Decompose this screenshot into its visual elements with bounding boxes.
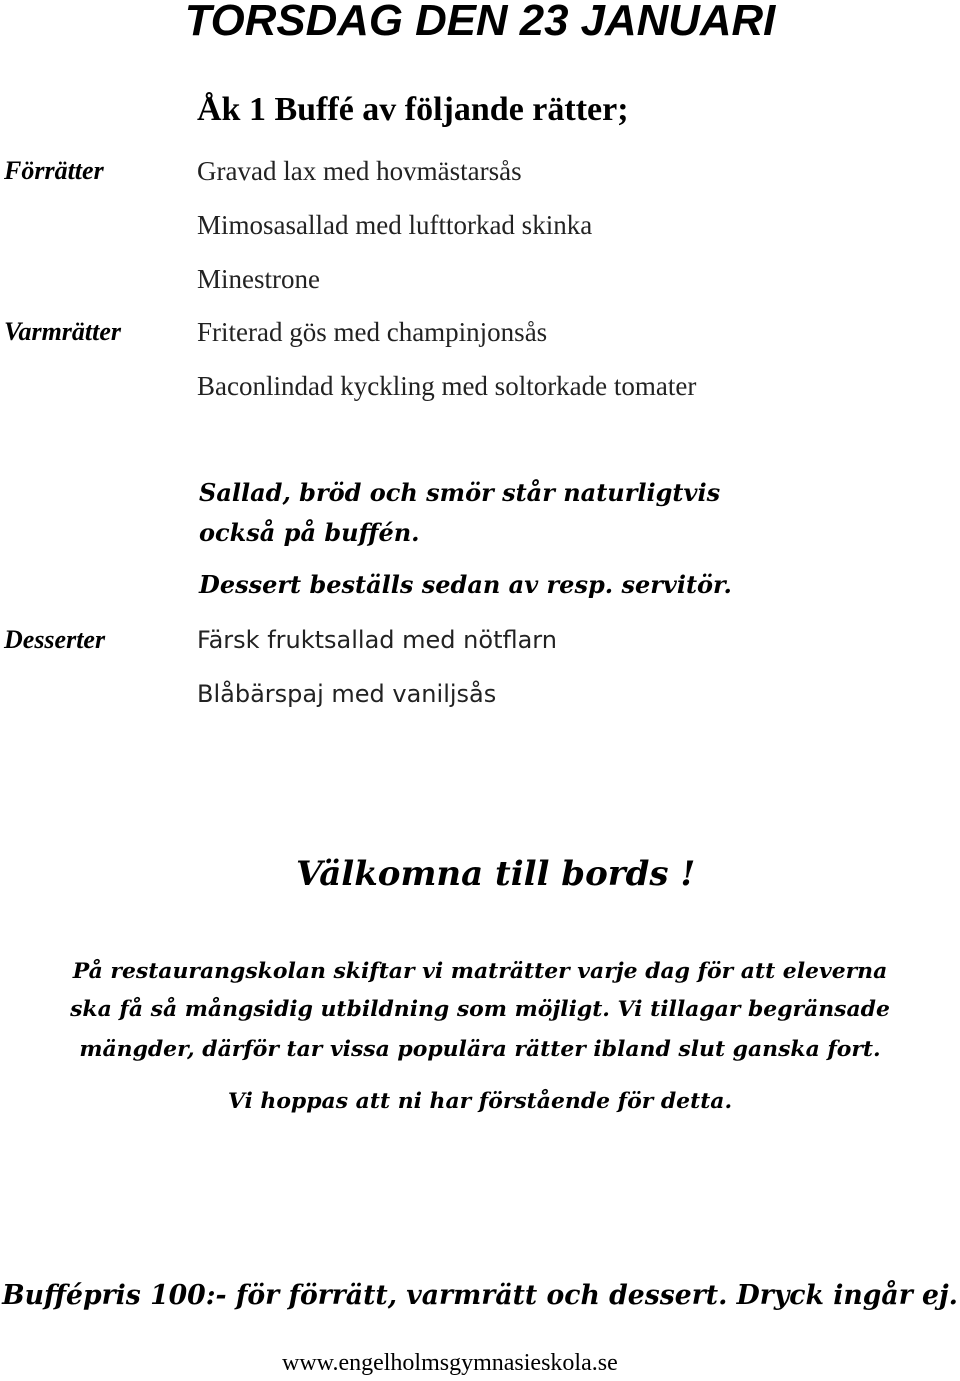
note-line-2: också på buffén. <box>199 518 420 547</box>
note-line-1: Sallad, bröd och smör står naturligtvis <box>199 478 721 507</box>
info-line-2: ska få så mångsidig utbildning som möjligt. Vi tillagar begränsade <box>70 996 890 1022</box>
info-line-1: På restaurangskolan skiftar vi maträtter varje dag för att eleverna <box>72 958 888 984</box>
note-line-3: Dessert beställs sedan av resp. servitör. <box>199 570 732 599</box>
menu-subtitle: Åk 1 Buffé av följande rätter; <box>197 91 629 128</box>
dish-starter-3: Minestrone <box>197 264 320 294</box>
dish-dessert-1: Färsk fruktsallad med nötflarn <box>197 626 557 654</box>
info-line-3: mängder, därför tar vissa populära rätter ibland slut ganska fort. <box>79 1036 881 1062</box>
info-line-4: Vi hoppas att ni har förstående för detta. <box>227 1088 733 1114</box>
welcome-heading: Välkomna till bords ! <box>296 854 696 894</box>
dish-dessert-2: Blåbärspaj med vaniljsås <box>197 680 497 708</box>
dish-main-2: Baconlindad kyckling med soltorkade tomater <box>197 371 697 401</box>
buffet-price: Buffépris 100:- för förrätt, varmrätt och dessert. Dryck ingår ej. <box>2 1280 958 1311</box>
dish-main-1: Friterad gös med champinjonsås <box>197 317 548 347</box>
page-title: TORSDAG DEN 23 JANUARI <box>184 0 776 45</box>
website-url[interactable]: www.engelholmsgymnasieskola.se <box>282 1350 618 1376</box>
category-label-mains: Varmrätter <box>4 317 122 346</box>
category-label-desserts: Desserter <box>4 625 106 654</box>
dish-starter-2: Mimosasallad med lufttorkad skinka <box>197 210 593 240</box>
category-label-starters: Förrätter <box>4 156 104 185</box>
dish-starter-1: Gravad lax med hovmästarsås <box>197 156 522 186</box>
